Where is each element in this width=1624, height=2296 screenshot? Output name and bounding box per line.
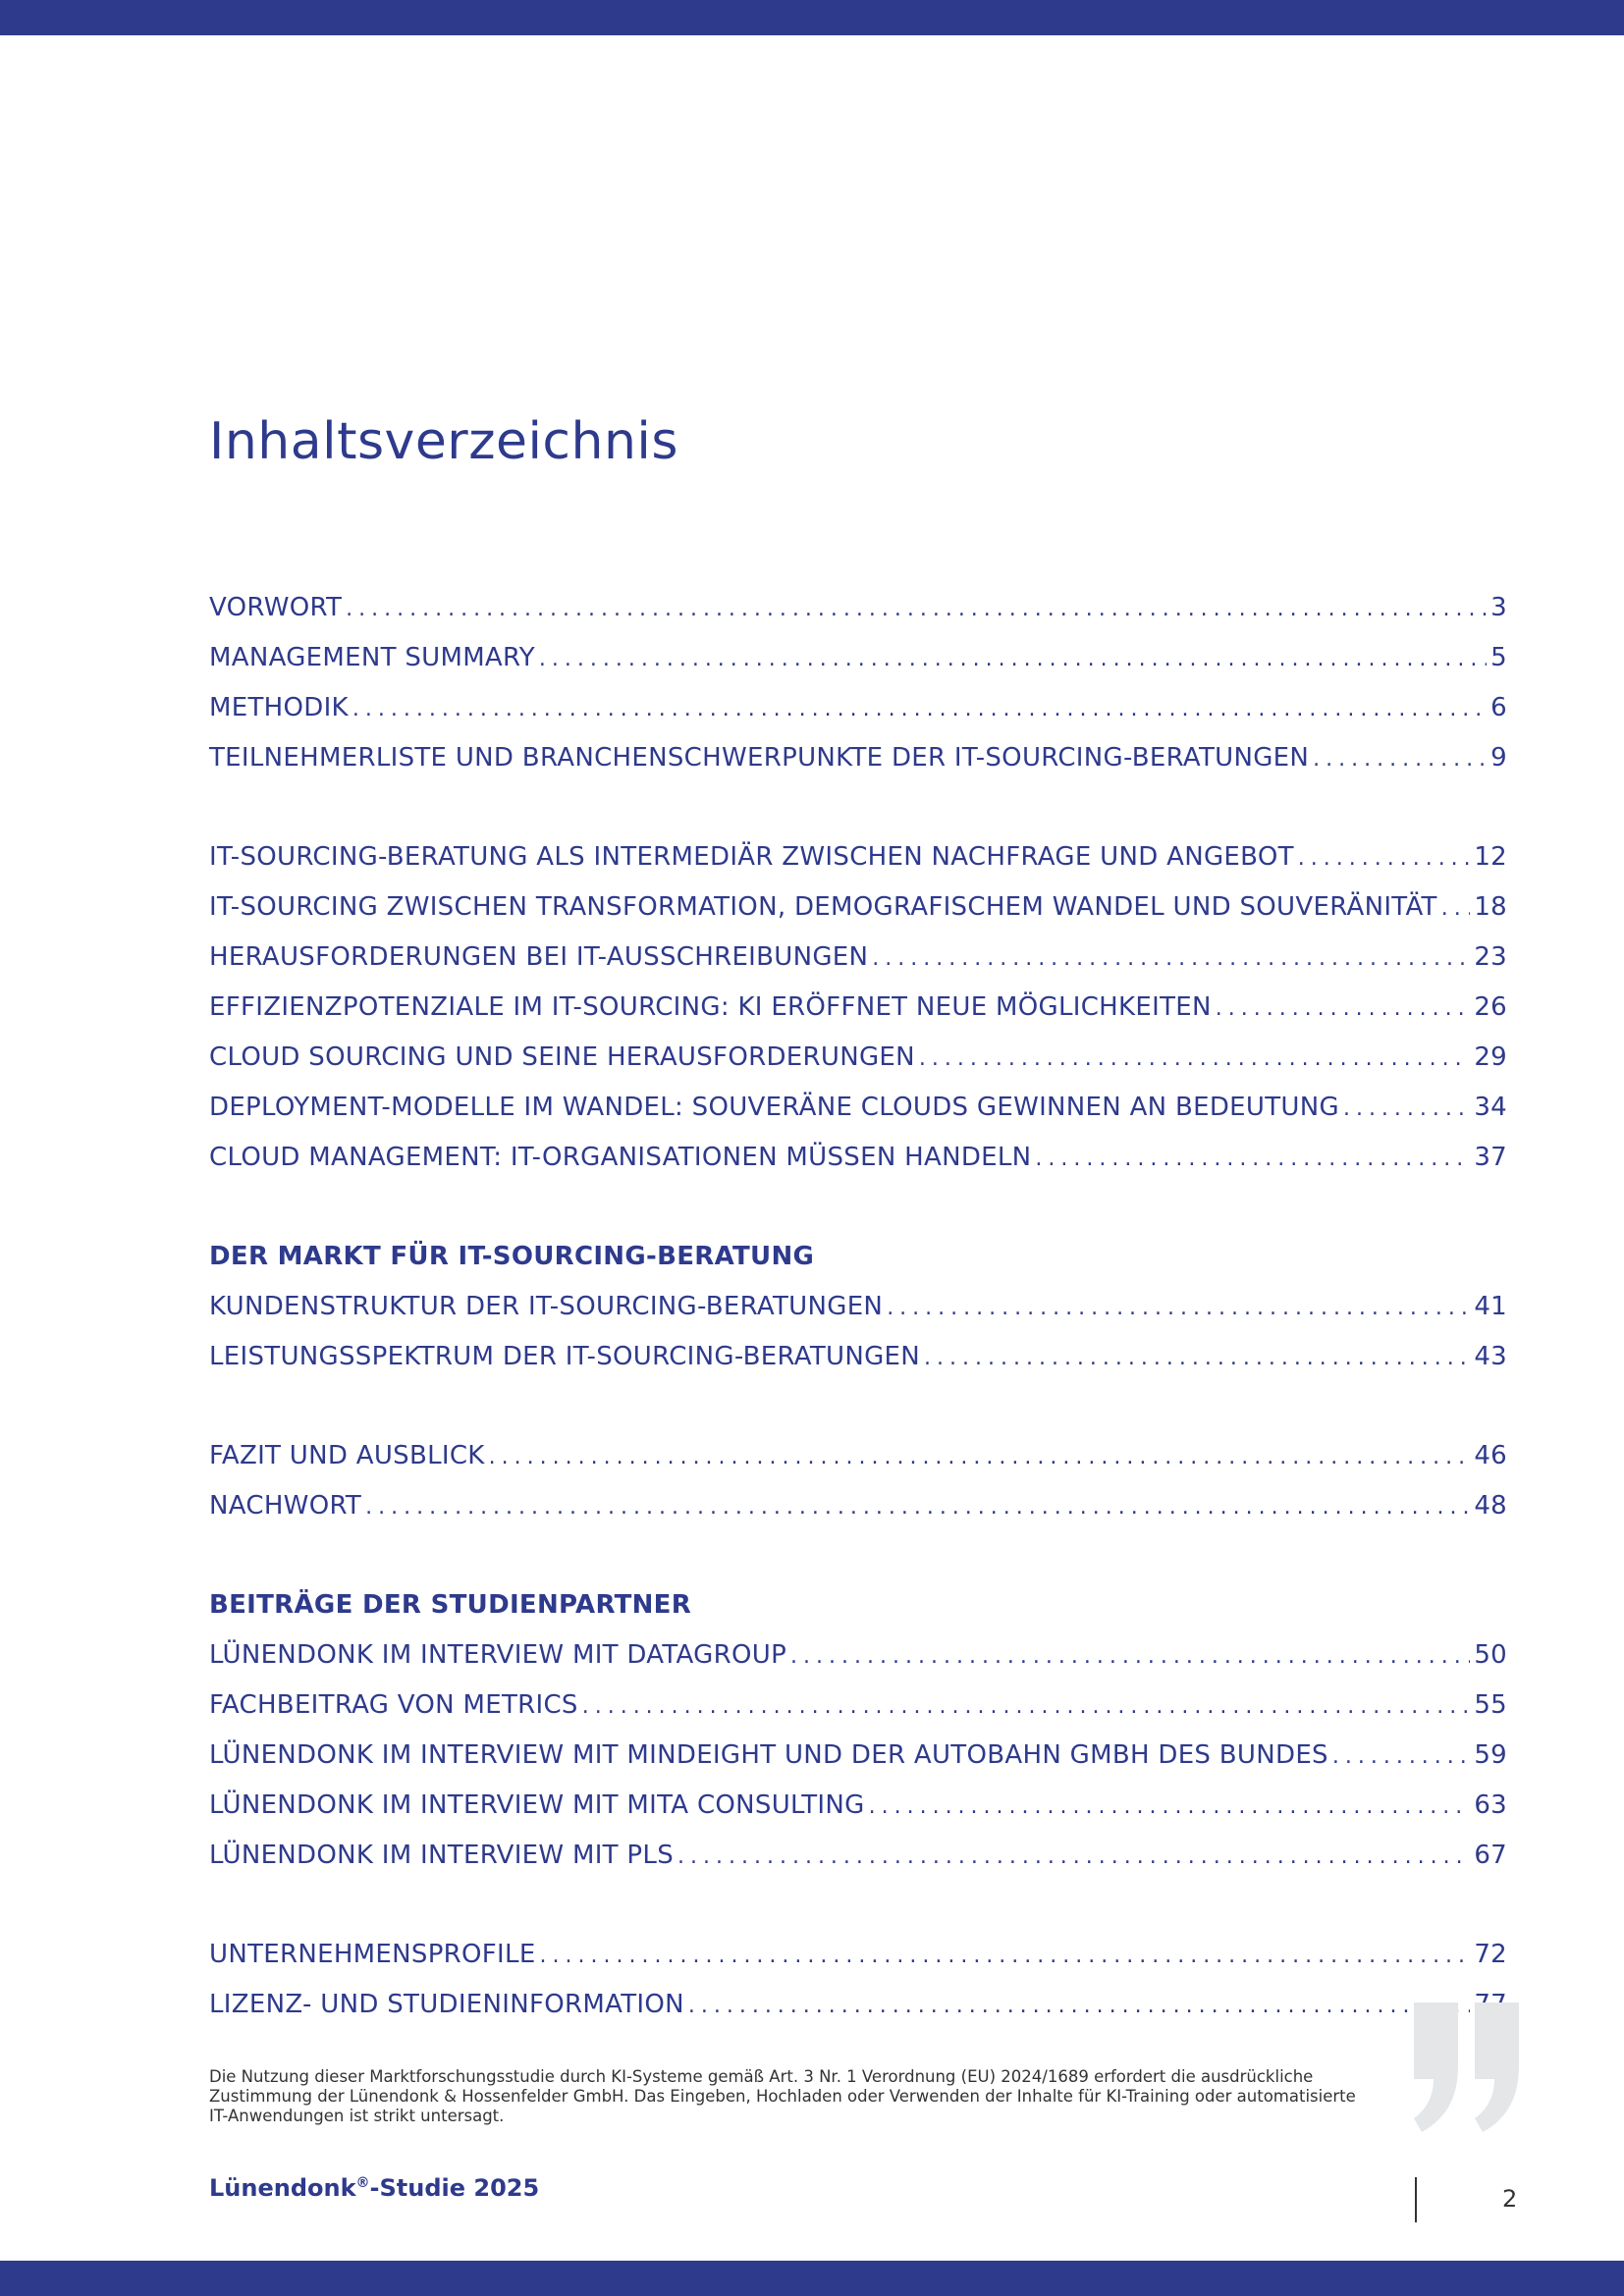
toc-entry-intermediaer[interactable]: IT-SOURCING-BERATUNG ALS INTERMEDIÄR ZWISCHEN NACHFRAGE UND ANGEBOT ..... 12 bbox=[209, 842, 1507, 892]
toc-entry-ausschreibungen[interactable]: HERAUSFORDERUNGEN BEI IT-AUSSCHREIBUNGEN ..... 23 bbox=[209, 942, 1507, 992]
page-title: Inhaltsverzeichnis bbox=[209, 412, 678, 471]
toc-entry-pls[interactable]: LÜNENDONK IM INTERVIEW MIT PLS ..... 67 bbox=[209, 1841, 1507, 1891]
toc-group-6 bbox=[209, 1940, 1507, 2040]
toc-section-heading-studienpartner: BEITRÄGE DER STUDIENPARTNER bbox=[209, 1590, 692, 1620]
toc-entry-cloud-management[interactable]: CLOUD MANAGEMENT: IT-ORGANISATIONEN MÜSSEN HANDELN ..... 37 bbox=[209, 1143, 1507, 1193]
bottom-accent-bar bbox=[0, 2261, 1624, 2296]
toc-group-5 bbox=[209, 1590, 1507, 1891]
toc-entry-unternehmensprofile[interactable]: UNTERNEHMENSPROFILE ..... 72 bbox=[209, 1940, 1507, 1990]
toc-entry-vorwort[interactable]: VORWORT ..... 3 bbox=[209, 593, 1507, 643]
toc-section-heading-markt: DER MARKT FÜR IT-SOURCING-BERATUNG bbox=[209, 1242, 815, 1271]
top-accent-bar bbox=[0, 0, 1624, 35]
toc-entry-management-summary[interactable]: MANAGEMENT SUMMARY ..... 5 bbox=[209, 643, 1507, 693]
page-number: 2 bbox=[1502, 2185, 1518, 2213]
toc-entry-methodik[interactable]: METHODIK ..... 6 bbox=[209, 693, 1507, 743]
toc-entry-datagroup[interactable]: LÜNENDONK IM INTERVIEW MIT DATAGROUP ..... 50 bbox=[209, 1640, 1507, 1690]
toc-entry-deployment-modelle[interactable]: DEPLOYMENT-MODELLE IM WANDEL: SOUVERÄNE CLOUDS GEWINNEN AN BEDEUTUNG ..... 34 bbox=[209, 1093, 1507, 1143]
ai-usage-disclaimer: Die Nutzung dieser Marktforschungsstudie durch KI-Systeme gemäß Art. 3 Nr. 1 Verordnung (EU) 2024/1689 erfordert die ausdrückliche Zustimmung der Lünendonk & Hossenfelder GmbH. Das Eingeben, Hochladen oder Verwenden der Inhalte für KI-Training oder automatisierte IT-Anwendungen ist strikt untersagt. bbox=[209, 2067, 1356, 2125]
toc-entry-kundenstruktur[interactable]: KUNDENSTRUKTUR DER IT-SOURCING-BERATUNGEN ..... 41 bbox=[209, 1292, 1507, 1342]
toc-entry-effizienzpotenziale[interactable]: EFFIZIENZPOTENZIALE IM IT-SOURCING: KI ERÖFFNET NEUE MÖGLICHKEITEN ..... 26 bbox=[209, 992, 1507, 1042]
toc-group-4 bbox=[209, 1441, 1507, 1541]
toc-group-2 bbox=[209, 842, 1507, 1193]
table-of-contents bbox=[209, 593, 1507, 2040]
closing-quote-icon bbox=[1404, 1993, 1532, 2140]
toc-entry-fazit[interactable]: FAZIT UND AUSBLICK ..... 46 bbox=[209, 1441, 1507, 1491]
toc-entry-mita[interactable]: LÜNENDONK IM INTERVIEW MIT MITA CONSULTING ..... 63 bbox=[209, 1790, 1507, 1841]
toc-entry-cloud-sourcing[interactable]: CLOUD SOURCING UND SEINE HERAUSFORDERUNGEN ..... 29 bbox=[209, 1042, 1507, 1093]
toc-entry-lizenz[interactable]: LIZENZ- UND STUDIENINFORMATION ..... bbox=[209, 1990, 1507, 2040]
toc-entry-leistungsspektrum[interactable]: LEISTUNGSSPEKTRUM DER IT-SOURCING-BERATUNGEN ..... 43 bbox=[209, 1342, 1507, 1392]
toc-entry-nachwort[interactable]: NACHWORT ..... 48 bbox=[209, 1491, 1507, 1541]
toc-group-3 bbox=[209, 1242, 1507, 1392]
toc-entry-metrics[interactable]: FACHBEITRAG VON METRICS ..... 55 bbox=[209, 1690, 1507, 1740]
toc-entry-transformation[interactable]: IT-SOURCING ZWISCHEN TRANSFORMATION, DEMOGRAFISCHEM WANDEL UND SOUVERÄNITÄT ..... 18 bbox=[209, 892, 1507, 942]
footer-divider bbox=[1415, 2177, 1417, 2222]
toc-group-1 bbox=[209, 593, 1507, 793]
toc-entry-teilnehmerliste[interactable]: TEILNEHMERLISTE UND BRANCHENSCHWERPUNKTE DER IT-SOURCING-BERATUNGEN ..... 9 bbox=[209, 743, 1507, 793]
toc-entry-mindeight[interactable]: LÜNENDONK IM INTERVIEW MIT MINDEIGHT UND DER AUTOBAHN GMBH DES BUNDES ..... 59 bbox=[209, 1740, 1507, 1790]
footer-study-title: Lünendonk®-Studie 2025 bbox=[209, 2174, 540, 2202]
